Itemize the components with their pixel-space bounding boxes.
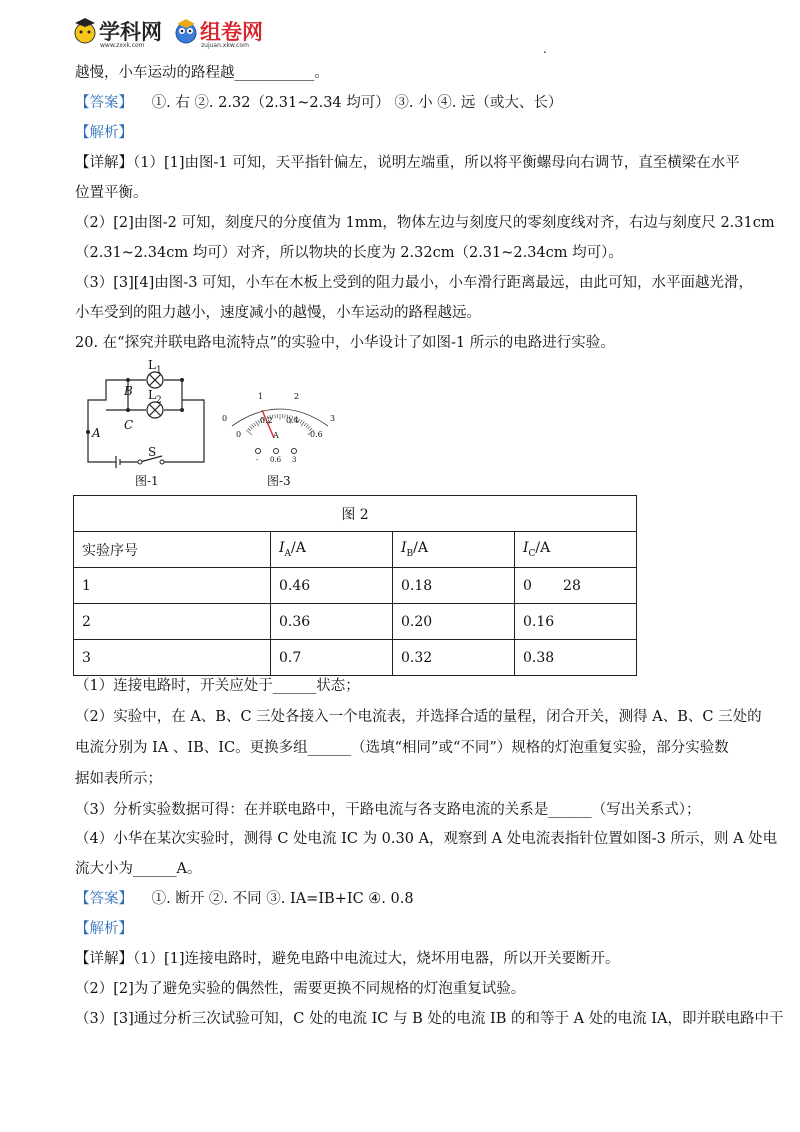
table-cell: 0 28 <box>515 568 637 604</box>
bottom-tick-04: 0.4 <box>286 416 299 425</box>
header-logo-zujuan <box>173 14 273 48</box>
terminal-icons <box>252 446 322 456</box>
q20-p3: （3）分析实验数据可得：在并联电路中，干路电流与各支路电流的关系是______（写出关系式）； <box>75 802 701 818</box>
table-cell: 1 <box>74 568 271 604</box>
scale-tick <box>308 426 311 429</box>
terminal-06: 0.6 <box>270 456 282 464</box>
table-row <box>74 640 637 676</box>
bottom-tick-02: 0.2 <box>260 416 273 425</box>
table-header-cell: $I_C/A$ <box>515 532 637 568</box>
q20-detail-2: （2）[2]为了避免实验的偶然性，需要更换不同规格的灯泡重复试验。 <box>75 981 526 997</box>
header-dot: . <box>543 42 547 56</box>
label-S: S <box>148 445 157 459</box>
label-B: B <box>124 384 133 398</box>
table-cell: 2 <box>74 604 271 640</box>
q20-answer: ①. 断开 ②. 不同 ③. IA=IB+IC ④. 0.8 <box>151 891 414 907</box>
label-L2: $L_2$ <box>148 388 162 406</box>
terminal-3: 3 <box>292 456 297 464</box>
q20-p2b: 电流分别为 IA 、IB、IC。更换多组______（选填“相同”或“不同”）规格的灯泡重复实验，部分实验数 <box>75 740 729 756</box>
logo-zxxk-url: www.zxxk.com <box>100 42 145 49</box>
table-cell: 0.18 <box>393 568 515 604</box>
answer-tag: 【答案】 <box>75 891 133 907</box>
scale-tick <box>250 426 253 429</box>
q20-stem: 20. 在“探究并联电路电流特点”的实验中，小华设计了如图-1 所示的电路进行实验。 <box>75 335 615 351</box>
q19-detail-2b: （2.31~2.34cm 均可）对齐，所以物块的长度为 2.32cm（2.31~2.34cm 均可）。 <box>75 245 623 261</box>
q20-p4a: （4）小华在某次实验时，测得 C 处电流 IC 为 0.30 A，观察到 A 处电流表指针位置如图-3 所示，则 A 处电 <box>75 831 778 847</box>
table-row <box>74 568 637 604</box>
table-cell: 0.20 <box>393 604 515 640</box>
figure-1-circuit <box>80 360 210 470</box>
analysis-tag: 【解析】 <box>75 125 133 141</box>
q19-detail-1b: 位置平衡。 <box>75 185 148 201</box>
circuit-diagram <box>80 360 210 470</box>
table-cell: 0.46 <box>271 568 393 604</box>
scale-tick <box>254 423 256 426</box>
q20-detail-1: 【详解】（1）[1]连接电路时，避免电路中电流过大，烧坏用电器，所以开关要断开。 <box>75 951 620 967</box>
scale-tick <box>246 430 252 435</box>
figure-3-ammeter <box>222 388 340 468</box>
q19-answer-row <box>75 93 562 113</box>
data-table <box>73 495 637 676</box>
table-header-cell: $I_A/A$ <box>271 532 393 568</box>
figure-3-caption: 图-3 <box>267 474 291 488</box>
top-tick-1: 1 <box>258 392 264 401</box>
mascot-icon <box>72 16 98 46</box>
q19-line1: 越慢，小车运动的路程越___________。 <box>75 65 329 81</box>
q19-detail-3b: 小车受到的阻力越小，速度减小的越慢，小车运动的路程越远。 <box>75 305 481 321</box>
q20-p1: （1）连接电路时，开关应处于______状态； <box>75 678 360 694</box>
q20-p2c: 据如表所示； <box>75 771 162 787</box>
table-caption: 图 2 <box>74 496 637 532</box>
top-tick-2: 2 <box>294 392 300 401</box>
q20-p2a: （2）实验中，在 A、B、C 三处各接入一个电流表，并选择合适的量程，闭合开关，测得 A、B、C 三处的 <box>75 709 762 725</box>
q19-detail-3a: （3）[3][4]由图-3 可知，小车在木板上受到的阻力最小，小车滑行距离最远，由此可知，水平面越光滑， <box>75 275 754 291</box>
header-logo-zxxk <box>72 14 167 48</box>
q19-detail-2a: （2）[2]由图-2 可知，刻度尺的分度值为 1mm，物体左边与刻度尺的零刻度线对齐，右边与刻度尺 2.31cm <box>75 215 775 231</box>
table-header-cell: 实验序号 <box>74 532 271 568</box>
table-cell: 0.38 <box>515 640 637 676</box>
scale-tick <box>301 421 304 426</box>
top-tick-0: 0 <box>222 414 228 423</box>
figure-1-caption: 图-1 <box>135 474 159 488</box>
bottom-tick-0: 0 <box>236 430 242 439</box>
label-A: A <box>92 426 101 440</box>
q20-answer-row <box>75 889 414 909</box>
label-C: C <box>124 418 134 432</box>
scale-tick <box>252 424 255 427</box>
scale-tick <box>306 424 309 427</box>
bottom-tick-06: 0.6 <box>310 430 323 439</box>
table-cell: 0.36 <box>271 604 393 640</box>
table-header-cell: $I_B/A$ <box>393 532 515 568</box>
scale-tick <box>304 423 306 426</box>
q19-detail-1a: 【详解】（1）[1]由图-1 可知，天平指针偏左，说明左端重，所以将平衡螺母向右调节，直至横梁在水平 <box>75 155 740 171</box>
table-cell: 0.16 <box>515 604 637 640</box>
logo-zujuan-text: 组卷网 <box>200 20 263 44</box>
table-row <box>74 604 637 640</box>
q20-detail-3: （3）[3]通过分析三次试验可知，C 处的电流 IC 与 B 处的电流 IB 的和等于 A 处的电流 IA，即并联电路中干 <box>75 1011 784 1027</box>
table-header-row <box>74 532 637 568</box>
analysis-tag: 【解析】 <box>75 921 133 937</box>
q19-answer: ①. 右 ②. 2.32（2.31~2.34 均可） ③. 小 ④. 远（或大、长） <box>151 95 563 111</box>
answer-tag: 【答案】 <box>75 95 133 111</box>
table-cell: 0.7 <box>271 640 393 676</box>
terminal-minus: - <box>256 456 259 464</box>
scale-tick <box>300 420 302 423</box>
table-cell: 3 <box>74 640 271 676</box>
owl-icon <box>173 16 199 46</box>
label-L1: $L_1$ <box>148 358 162 376</box>
table-cell: 0.32 <box>393 640 515 676</box>
logo-zxxk-text: 学科网 <box>99 20 162 44</box>
scale-tick <box>256 421 259 426</box>
top-tick-3: 3 <box>330 414 336 423</box>
q20-p4b: 流大小为______A。 <box>75 861 202 877</box>
logo-zujuan-url: zujuan.xkw.com <box>201 42 249 49</box>
scale-tick <box>248 428 251 431</box>
ammeter-unit: A <box>273 431 279 440</box>
